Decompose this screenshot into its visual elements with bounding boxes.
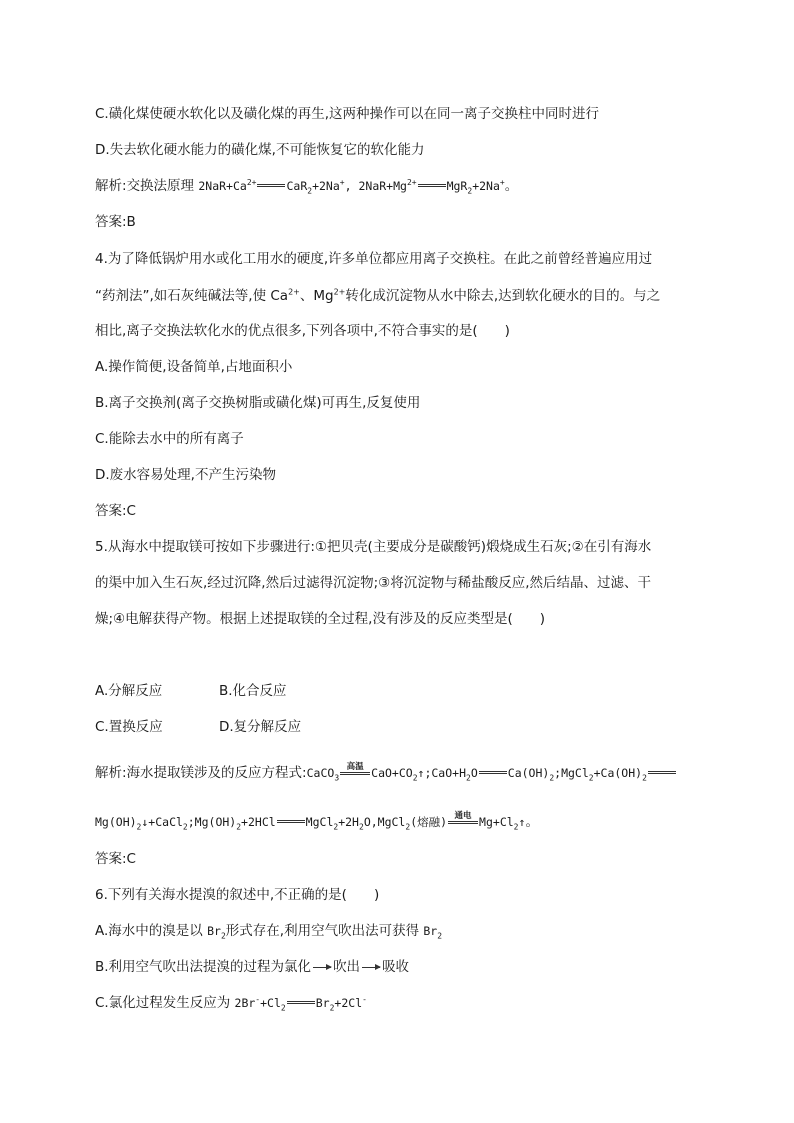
q5-option-d: D.复分解反应 [219,719,302,735]
q4-stem-line2: “药剂法”,如石灰纯碱法等,使 $Ca^{2+}$、$Mg^{2+}$转化成沉淀物从水中除去,达到软化硬水的目的。与之 [95,287,661,304]
q6-option-a: A.海水中的溴是以 $Br_2$形式存在,利用空气吹出法可获得 $Br_2$ [95,923,443,941]
q3-option-c: C.磺化煤使硬水软化以及磺化煤的再生,这两种操作可以在同一离子交换柱中同时进行 [95,106,600,122]
q3-answer: 答案:B [95,214,136,230]
q6-stem: 6.下列有关海水提溴的叙述中,不正确的是( ) [95,887,380,903]
q4-option-a: A.操作简便,设备简单,占地面积小 [95,359,293,375]
q5-stem-line2: 的渠中加入生石灰,经过沉降,然后过滤得沉淀物;③将沉淀物与稀盐酸反应,然后结晶、过滤、干 [95,575,652,591]
q5-analysis-line2: $Mg(OH)_2↓+CaCl_2;Mg(OH)_2+2HCl$ $MgCl_2+2H_2O,MgCl_2$(熔融) 通电 $Mg+Cl_2↑$。 [95,811,539,832]
q5-option-c: C.置换反应 [95,719,163,735]
q6-option-b: B.利用空气吹出法提溴的过程为氯化 吹出 吸收 [95,959,410,975]
analysis-label: 解析: [95,765,127,781]
q6-option-c: C.氯化过程发生反应为 $2Br^-+Cl_2$ $Br_2+2Cl^-$ [95,995,367,1013]
q5-analysis-line1: 解析:海水提取镁涉及的反应方程式:CaCO$_3$ 高温 $CaO+CO_2↑;CaO+H_2O$ $Ca(OH)_2;MgCl_2+Ca(OH)_2$ [95,764,677,782]
q5-answer: 答案:C [95,851,136,867]
q5-option-b: B.化合反应 [219,683,287,699]
q5-options-row1 [95,682,287,700]
q3-analysis: 解析:交换法原理 $2NaR+Ca^{2+}$ CaR$_2$+2Na+, $2NaR+Mg^{2+}$ MgR$_2$+2Na+。 [95,178,519,196]
arrow-right-icon [362,967,380,968]
q5-options-row2 [95,718,301,736]
q5-option-a: A.分解反应 [95,683,163,699]
q4-stem-line1: 4.为了降低锅炉用水或化工用水的硬度,许多单位都应用离子交换柱。在此之前曾经普遍应用过 [95,251,653,267]
arrow-right-icon [313,967,331,968]
q4-option-d: D.废水容易处理,不产生污染物 [95,467,276,483]
q5-stem-line3: 燥;④电解获得产物。根据上述提取镁的全过程,没有涉及的反应类型是( ) [95,611,545,627]
analysis-label: 解析: [95,178,127,194]
q3-option-d: D.失去软化硬水能力的磺化煤,不可能恢复它的软化能力 [95,142,425,158]
q4-stem-line3: 相比,离子交换法软化水的优点很多,下列各项中,不符合事实的是( ) [95,323,510,339]
q4-option-c: C.能除去水中的所有离子 [95,431,244,447]
q5-stem-line1: 5.从海水中提取镁可按如下步骤进行:①把贝壳(主要成分是碳酸钙)煅烧成生石灰;②在引有海水 [95,539,652,555]
q4-answer: 答案:C [95,503,136,519]
q4-option-b: B.离子交换剂(离子交换树脂或磺化煤)可再生,反复使用 [95,395,421,411]
